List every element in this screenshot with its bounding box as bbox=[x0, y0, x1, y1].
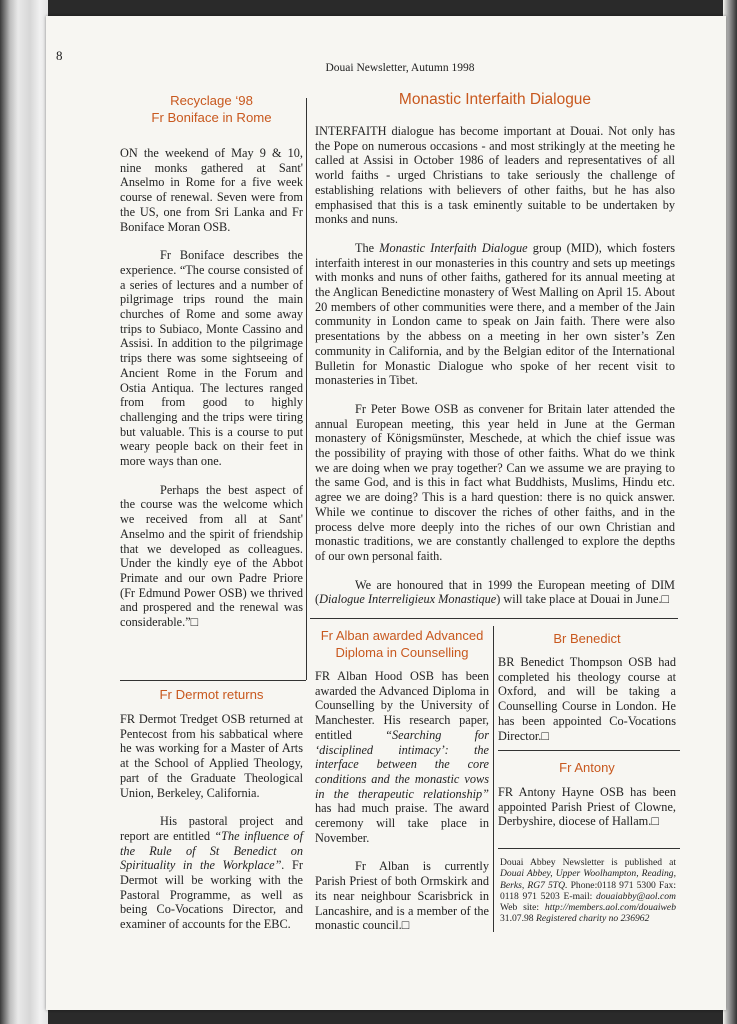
divider-colophon bbox=[498, 848, 680, 849]
column-rule-bottom-middle bbox=[493, 626, 494, 932]
dermot-title: Fr Dermot returns bbox=[159, 687, 264, 702]
colophon-email: douaiabby@aol.com bbox=[596, 890, 676, 902]
recyclage-title: Recyclage ‘98 Fr Boniface in Rome bbox=[151, 93, 272, 125]
alban-paragraph: Fr Alban is currently Parish Priest of both Ormskirk and its near neighbour Scarisbrick in Lancashire, and is a member of the monastic council.□ bbox=[315, 859, 489, 933]
end-mark: □ bbox=[401, 918, 410, 933]
recyclage-paragraph: Perhaps the best aspect of the course was the welcome which we received from all at Sant' Anselmo and the spirit of friendship that we developed as colleagues. Under the kindly eye of the Abbot Primate and our own Padre Priore (Fr Edmund Power OSB) we thrived and prospered and the renewal was considerable.”□ bbox=[120, 482, 303, 630]
colophon-text: Douai Abbey Newsletter is published at Douai Abbey, Upper Woolhampton, Reading, Berks, RG7 5TQ. Phone:0118 971 5300 Fax: 0118 971 5203 E-mail: douaiabby@aol.com Web site: http://members.aol.com/douaiweb 31.07.98 Registered charity no 236962 bbox=[500, 857, 676, 925]
monastic-title: Monastic Interfaith Dialogue bbox=[398, 91, 592, 108]
end-mark: □ bbox=[190, 615, 199, 630]
monastic-article bbox=[315, 90, 675, 607]
benedict-article bbox=[498, 630, 676, 743]
colophon bbox=[500, 857, 676, 925]
running-head: Douai Newsletter, Autumn 1998 bbox=[325, 62, 475, 74]
recyclage-paragraph: Fr Boniface describes the experience. “The course consisted of a series of lectures and a number of pilgrimage trips round the main churches of Rome and some away trips to Subiaco, Monte Cassino and Assisi. In addition to the pilgrimage trips there was some sightseeing of Ancient Rome in the Forum and Ostia Antiqua. The lectures ranged from from good to highly challenging and the trips were tiring but valuable. This is a course to put weary people back on their feet in more ways than one. bbox=[120, 248, 303, 469]
antony-article bbox=[498, 759, 676, 829]
left-column bbox=[120, 92, 303, 630]
end-mark: □ bbox=[541, 728, 549, 743]
end-mark: □ bbox=[661, 592, 669, 607]
colophon-web: http://members.aol.com/douaiweb bbox=[544, 902, 676, 914]
benedict-title: Br Benedict bbox=[553, 631, 621, 646]
monastic-paragraph: We are honoured that in 1999 the European meeting of DIM (Dialogue Interreligieux Monastique) will take place at Douai in June.□ bbox=[315, 577, 675, 607]
antony-title: Fr Antony bbox=[559, 760, 615, 775]
divider-antony bbox=[498, 750, 680, 751]
alban-paragraph: FR Alban Hood OSB has been awarded the Advanced Diploma in Counselling by the University of Manchester. His research paper, entitled “Searching for ‘disciplined intimacy’: the interface between the core conditions and the monastic vows in the therapeutic relationship” has had much praise. The award ceremony will take place in November. bbox=[315, 669, 489, 845]
end-mark: □ bbox=[651, 814, 659, 829]
monastic-paragraph: INTERFAITH dialogue has become important at Douai. Not only has the Pope on numerous occasions - and most strikingly at the meeting he called at Assisi in October 1986 of leaders and representatives of all world faiths - urged Christians to take seriously the challenge of establishing relations with believers of other faiths, but he has also emphasised that this is a task eminently suitable to be undertaken by monks and nuns. bbox=[315, 124, 675, 227]
dermot-paragraph: FR Dermot Tredget OSB returned at Pentecost from his sabbatical where he was working for a Master of Arts at the School of Applied Theology, part of the Graduate Theological Union, Berkeley, California. bbox=[120, 712, 303, 800]
monastic-paragraph: Fr Peter Bowe OSB as convener for Britain later attended the annual European meeting, this year held in June at the German monastery of Königsmünster, Meschede, at which the chief issue was the possibility of praying with those of other faiths. What do we think we are doing when we pray together? Can we assume we are praying to the same God, and is this in fact what Buddhists, Muslims, Hindu etc. agree we are doing? This is a hard question: there is no quick answer. While we continue to discover the riches of other faiths, and in the process delve more deeply into the riches of our own Christian and monastic traditions, we are constantly challenged to explore the depths of our own personal faith. bbox=[315, 401, 675, 563]
recyclage-paragraph: ON the weekend of May 9 & 10, nine monks gathered at Sant' Anselmo in Rome for a five week course of renewal. Seven were from the US, one from Sri Lanka and Fr Boniface Moran OSB. bbox=[120, 146, 303, 234]
divider-monastic bbox=[310, 618, 678, 619]
page-number: 8 bbox=[56, 48, 63, 63]
alban-title: Fr Alban awarded Advanced Diploma in Counselling bbox=[320, 628, 484, 660]
benedict-paragraph: BR Benedict Thompson OSB had completed his theology course at Oxford, and will be taking a Counselling Course in London. He has been appointed Co-Vocations Director.□ bbox=[498, 655, 676, 743]
monastic-paragraph: The Monastic Interfaith Dialogue group (MID), which fosters interfaith interest in our monasteries in this country and sets up meetings with monks and nuns of other faiths, gathered for its annual meeting at the Anglican Benedictine monastery of West Malling on April 15. About 20 members of other communities were there, and a member of the Jain community in London came to speak on Jain faith. There were also presentations by the abbess on a meeting in her own sister’s Zen community in California, and by the Belgian editor of the International Bulletin for Monastic Dialogue who spoke of her recent visit to monasteries in Tibet. bbox=[315, 240, 675, 388]
alban-article bbox=[315, 627, 489, 933]
dermot-paragraph: His pastoral project and report are entitled “The influence of the Rule of St Benedict on Spirituality in the Workplace”. Fr Dermot will be working with the Pastoral Programme, as well as being Co-Vocations Director, and examiner of accounts for the EBC. bbox=[120, 814, 303, 932]
divider-dermot bbox=[120, 680, 306, 681]
left-column-dermot bbox=[120, 686, 303, 932]
binding-spine bbox=[0, 0, 48, 1024]
column-rule-left bbox=[306, 98, 307, 680]
antony-paragraph: FR Antony Hayne OSB has been appointed Parish Priest of Clowne, Derbyshire, diocese of Hallam.□ bbox=[498, 785, 676, 829]
